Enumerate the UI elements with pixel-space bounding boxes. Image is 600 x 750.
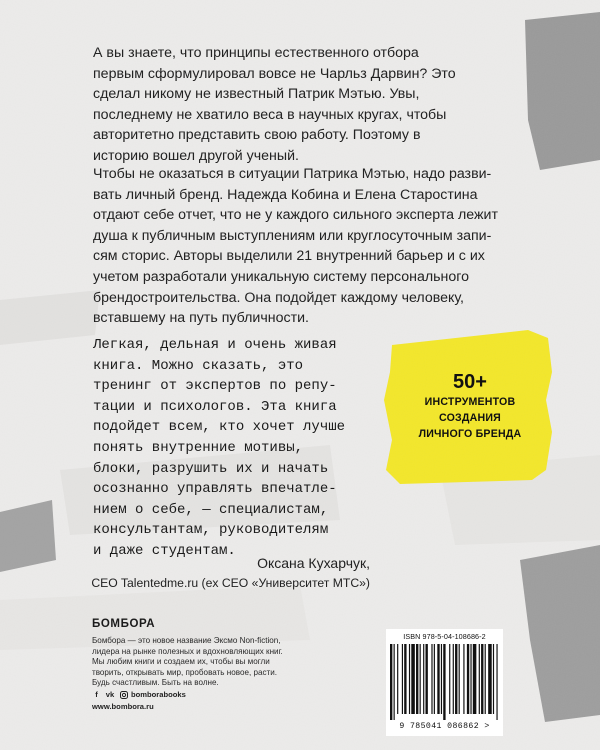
barcode-bar [390,644,392,720]
barcode-bar [431,644,432,714]
barcode-bar [411,644,415,714]
barcode-bar [496,644,497,720]
publisher-description: Бомбора — это новое название Эксмо Non-fiction, лидера на рынке полезных и вдохновляющих книг. Мы любим книги и создаем их, чтобы вы могли творить, открывать мир, пробовать новое, расти. Будь счастливым. Быть на волне. [92,636,283,688]
social-links [92,690,186,699]
barcode-bar [397,644,398,714]
barcode-bar [473,644,477,714]
vk-icon[interactable]: vk [105,690,115,699]
barcode [390,644,500,720]
description-paragraph-2: Чтобы не оказаться в ситуации Патрика Мэтью, надо разви- вать личный бренд. Надежда Кобина и Елена Старостина отдают себе отчет, что не у каждого сильного эксперта лежит душа к публичным выступлениям или круглосуточным запи- сям сторис. Авторы выделили 21 внутренний барьер и с их учетом разработали уникальную систему персонального брендостроительства. Она подойдет каждому человеку, вставшему на путь публичности. [93,166,498,327]
barcode-bar [488,644,492,714]
barcode-bar [423,644,424,714]
barcode-bar [470,644,471,714]
barcode-digits: 9 785041 086862 > [399,722,490,731]
review-quote: Легкая, дельная и очень живая книга. Можно сказать, это тренинг от экспертов по репу- тации и психологов. Эта книга подойдет всем, кто хочет лучше понять внутренние мотивы, блоки, разрушить их и начать осознанно управлять впечатле- нием о себе, — специалистам, консультантам, руководителям и даже студентам. [93,337,346,559]
barcode-bar [455,644,457,714]
barcode-bar [463,644,464,714]
barcode-bar [394,644,395,720]
quote-author-role: CEO Talentedme.ru (ex CEO «Университет МТС») [91,576,370,590]
publisher-logo: БОМБОРА [92,618,156,630]
description-paragraph-1: А вы знаете, что принципы естественного отбора первым сформулировал вовсе не Чарльз Дарвин? Это сделал никому не известный Патрик Мэтью. Увы, последнему не хватило веса в научных кругах, чтобы авторитетно представить свою работу. Поэтому в историю вошел другой ученый. [93,45,456,164]
barcode-bar [493,644,494,714]
barcode-bar [404,644,406,714]
barcode-bar [485,644,486,714]
badge-number: 50+ [453,371,487,393]
barcode-bar [479,644,480,714]
barcode-bar [420,644,421,714]
quote-author: Оксана Кухарчук, [257,555,370,571]
barcode-bar [453,644,454,714]
isbn-block [386,629,503,736]
badge-line-1: ИНСТРУМЕНТОВ [424,396,516,408]
barcode-bar [434,644,435,714]
barcode-bar [437,644,439,714]
barcode-bar [449,644,450,714]
barcode-bar [402,644,403,714]
barcode-bar [459,644,460,714]
facebook-icon[interactable]: f [95,690,98,699]
barcode-bar [443,644,445,720]
badge-line-3: ЛИЧНОГО БРЕНДА [418,428,522,440]
instagram-icon[interactable] [119,690,128,699]
badge-line-2: СОЗДАНИЯ [439,412,501,424]
barcode-bar [467,644,469,714]
publisher-website[interactable]: www.bombora.ru [92,702,154,711]
barcode-bar [409,644,410,714]
social-handle[interactable]: bomborabooks [131,690,186,699]
barcode-bar [481,644,483,714]
barcode-bar [441,644,442,714]
feature-badge [410,370,530,442]
barcode-bar [425,644,427,714]
barcode-bar [416,644,418,714]
isbn-label: ISBN 978-5-04-108686-2 [403,632,486,641]
